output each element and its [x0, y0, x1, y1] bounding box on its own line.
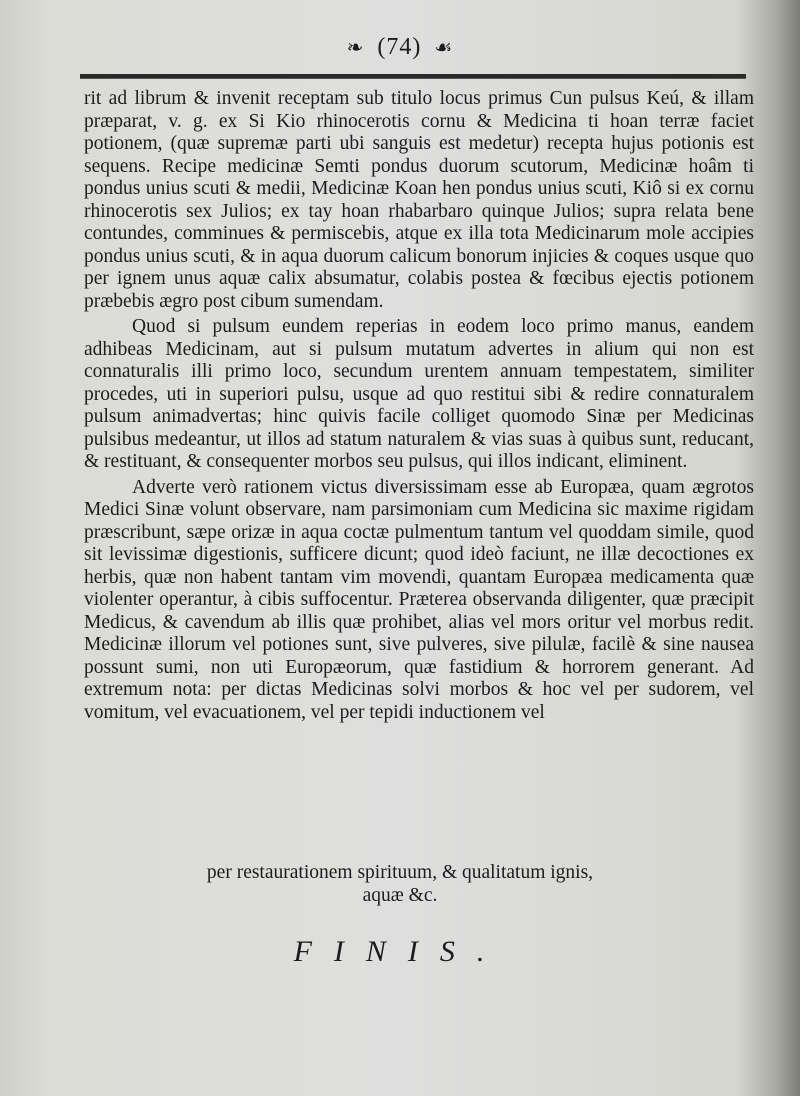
paragraph-2: Quod si pulsum eundem reperias in eodem loco primo manus, eandem adhibeas Medicinam, aut si pulsum mutatum advertes in alium qui non est connaturalis illi primo loco, secundum urentem annuam tempestatem, similiter procedes, uti in superiori pulsu, usque ad quo restitui sibi & redire connaturalem pulsum animadvertas; hinc quivis facile colliget quomodo Sinæ per Medicinas pulsibus medeantur, ut illos ad statum naturalem & vias suas à quibus sunt, reducant, & restituant, & consequenter morbos seu pulsus, qui illos indicant, eliminent.: [84, 316, 754, 472]
ornament-left-icon: ❧: [346, 37, 365, 59]
paragraph-3: Adverte verò rationem victus diversissimam esse ab Europæa, quam ægrotos Medici Sinæ volunt observare, nam parsimoniam cum Medicina sic maxime rigidam præscribunt, sæpe orizæ in aqua coctæ pulmentum tantum vel quoddam simile, quod sit levissimæ digestionis, sufficere dicunt; quod ideò faciunt, ne illæ decoctiones ex herbis, quæ non habent tantam vim movendi, quantam Europæa medicamenta quæ violenter operantur, à cibis suffocentur. Præterea observanda diligenter, quæ præcipit Medicus, & cavendum ab illis quæ prohibet, alias vel mors oritur vel morbus redit. Medicinæ illorum vel potiones sunt, sive pulveres, sive pilulæ, facilè & sine nausea possunt sumi, non uti Europæorum, quæ fastidium & horrorem generant. Ad extremum nota: per dictas Medicinas solvi morbos & hoc vel per sudorem, vel vomitum, vel evacuationem, vel per tepidi inductionem vel: [84, 476, 754, 723]
page-header: [0, 34, 800, 61]
ornament-right-icon: ☙: [434, 37, 454, 59]
finis-heading: FINIS.: [293, 935, 507, 968]
body-text: [84, 88, 754, 724]
closing-line-2: aquæ &c.: [362, 885, 438, 906]
closing-line-1: per restaurationem spirituum, & qualitatum ignis,: [206, 862, 594, 883]
paragraph-1: rit ad librum & invenit receptam sub titulo locus primus Cun pulsus Keú, & illam præparat, v. g. ex Si Kio rhinocerotis cornu & Medicina ti hoan terræ faciet potionem, (quæ supremæ parti ubi sanguis est medetur) recepta hujus potionis est sequens. Recipe medicinæ Semti pondus duorum scutorum, Medicinæ hoâm ti pondus unius scuti & medii, Medicinæ Koan hen pondus unius scuti, Kiô si ex cornu rhinocerotis sex Julios; ex tay hoan rhabarbaro quinque Julios; supra relata bene contundes, comminues & permiscebis, atque ex illa tota Medicinarum mole accipies pondus unius scuti, & in aqua duorum calicum bonorum injicies & coques usque quo per ignem unus aquæ calix absumatur, colabis postea & fœcibus ejectis potionem præbebis ægro post cibum sumendam.: [84, 88, 754, 312]
header-rule: [80, 74, 746, 79]
page-number: (74): [377, 34, 422, 60]
